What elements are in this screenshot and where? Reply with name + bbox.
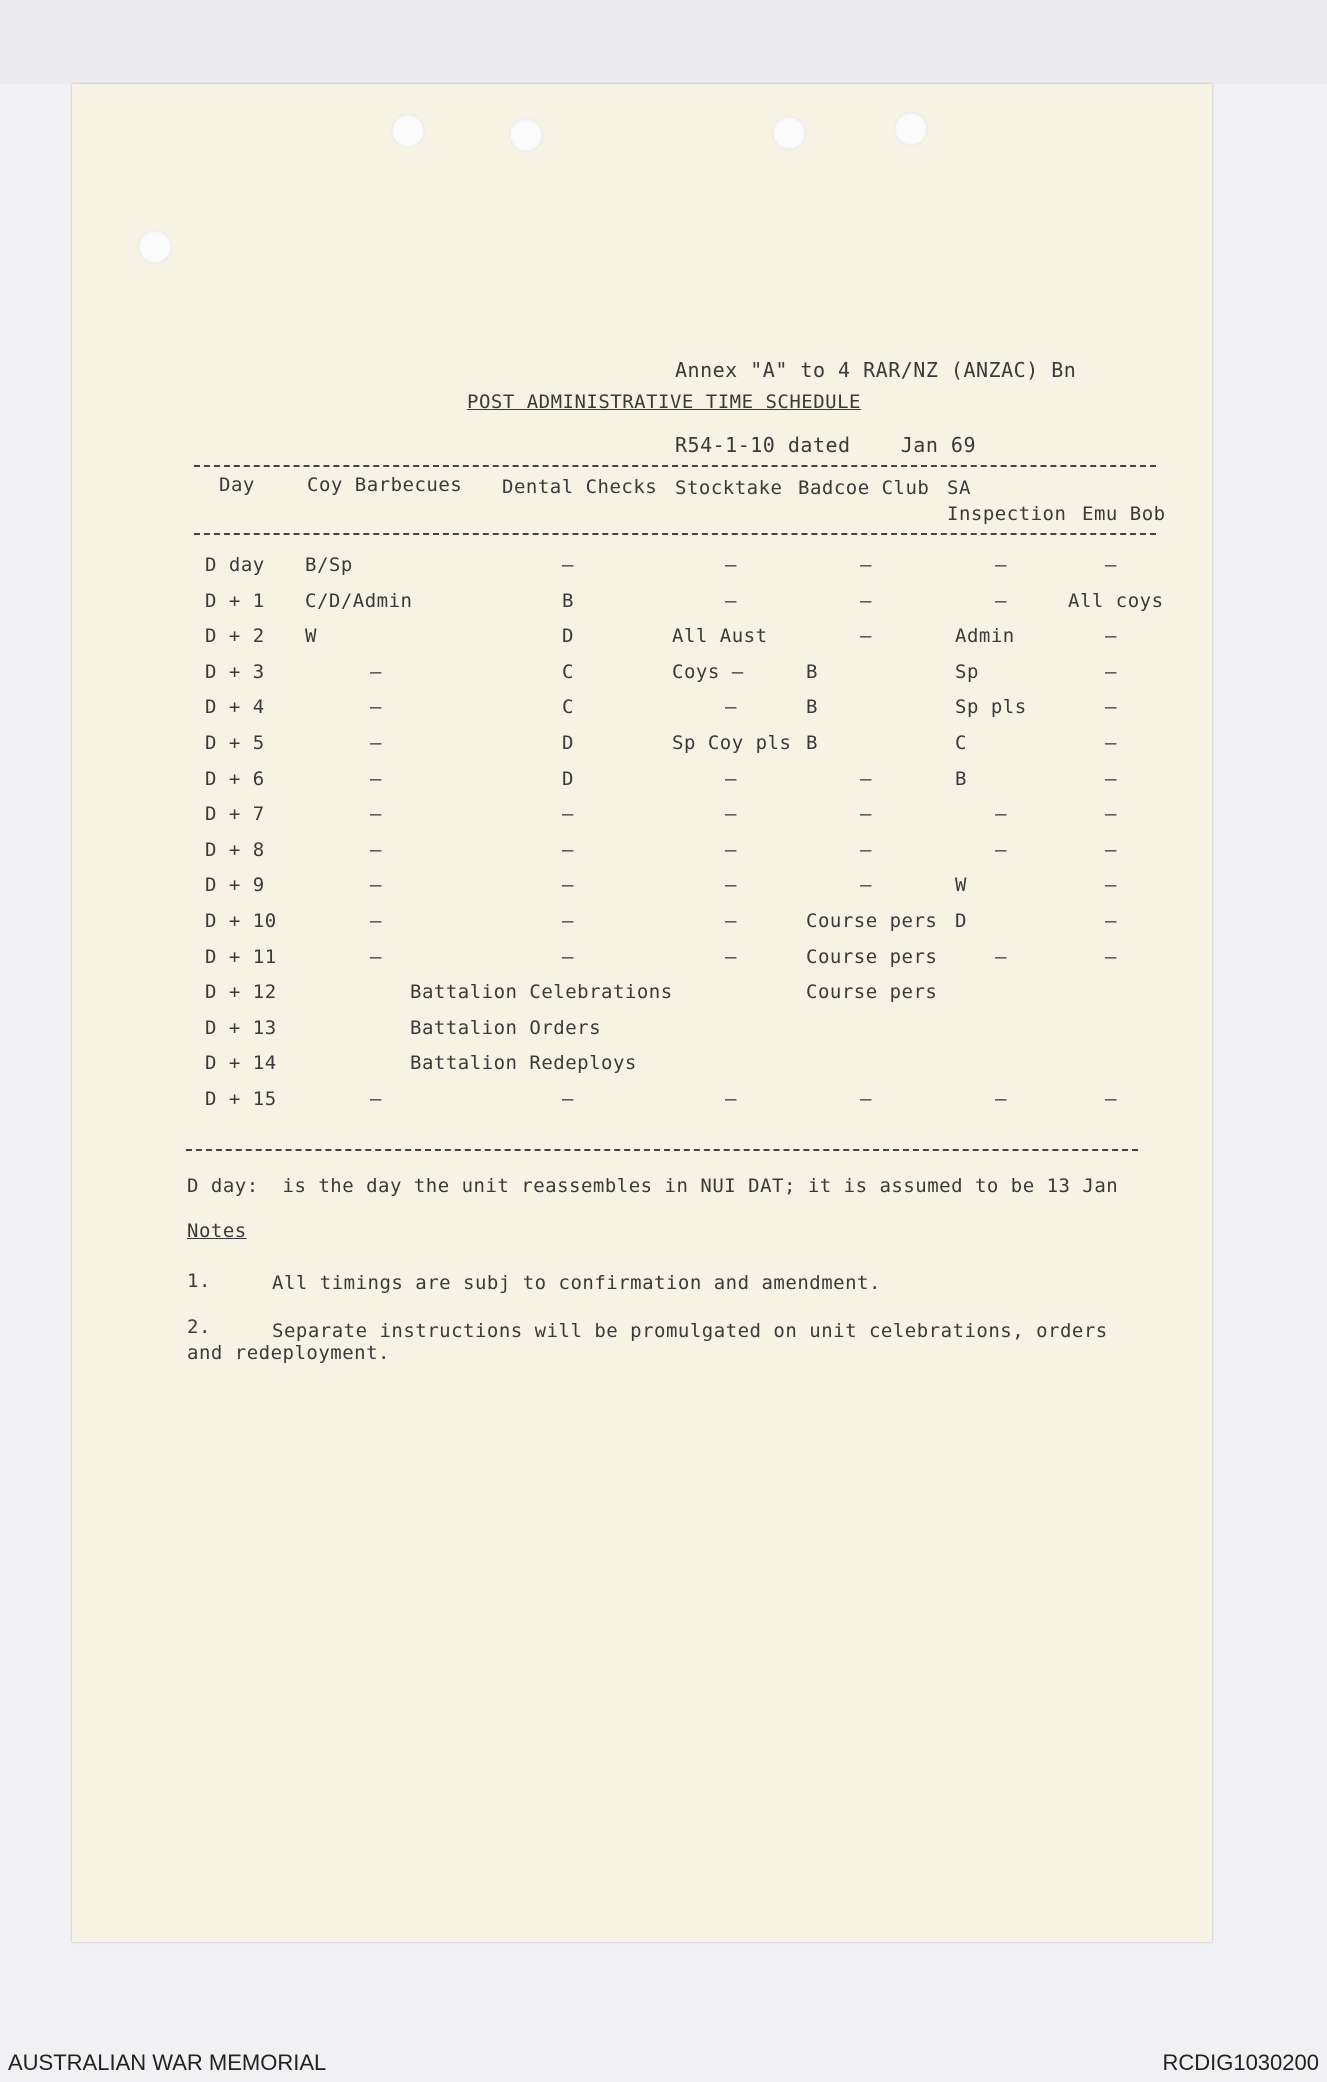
row-badcoe: – <box>860 839 872 861</box>
row-dental: D <box>562 768 574 790</box>
punch-hole <box>391 114 425 148</box>
row-stock: – <box>725 590 737 612</box>
row-badcoe: – <box>860 874 872 896</box>
row-emu: – <box>1105 696 1117 718</box>
row-emu: – <box>1105 732 1117 754</box>
row-coy: – <box>370 874 382 896</box>
row-day: D + 4 <box>205 696 265 718</box>
annex-line-2: R54-1-10 dated Jan 69 <box>675 433 976 457</box>
row-stock: All Aust <box>672 625 768 647</box>
row-emu: – <box>1105 1088 1117 1110</box>
row-inspection: – <box>995 839 1007 861</box>
note-2-text: Separate instructions will be promulgated on unit celebrations, orders <box>272 1320 1108 1342</box>
note-2-continuation: and redeployment. <box>187 1342 390 1364</box>
header-day: Day <box>219 474 255 496</box>
row-inspection: – <box>995 946 1007 968</box>
row-emu: All coys <box>1068 590 1164 612</box>
row-badcoe: – <box>860 590 872 612</box>
header-coy-barbecues: Coy Barbecues <box>307 474 463 496</box>
row-day: D + 15 <box>205 1088 277 1110</box>
row-badcoe: – <box>860 768 872 790</box>
row-day: D + 5 <box>205 732 265 754</box>
row-inspection: Sp <box>955 661 979 683</box>
row-emu: – <box>1105 946 1117 968</box>
header-dental-checks: Dental Checks <box>502 476 658 498</box>
row-inspection: – <box>995 1088 1007 1110</box>
row-inspection: W <box>955 874 967 896</box>
row-coy: – <box>370 768 382 790</box>
table-top-rule <box>194 465 1156 467</box>
header-emu: Emu Bob <box>1082 503 1166 525</box>
page-title: POST ADMINISTRATIVE TIME SCHEDULE <box>467 391 861 413</box>
row-day: D + 14 <box>205 1052 277 1074</box>
row-dental: B <box>562 590 574 612</box>
row-emu: – <box>1105 839 1117 861</box>
row-badcoe: – <box>860 803 872 825</box>
row-inspection: D <box>955 910 967 932</box>
row-coy: – <box>370 839 382 861</box>
row-coy: – <box>370 910 382 932</box>
header-sa: SA <box>947 477 971 499</box>
row-badcoe: B <box>806 732 818 754</box>
row-dental: – <box>562 803 574 825</box>
punch-hole <box>894 112 928 146</box>
row-badcoe: B <box>806 696 818 718</box>
row-badcoe: – <box>860 1088 872 1110</box>
annex-line-1: Annex "A" to 4 RAR/NZ (ANZAC) Bn <box>675 358 1077 382</box>
row-coy: C/D/Admin <box>305 590 413 612</box>
note-2-number: 2. <box>187 1316 211 1338</box>
row-inspection: – <box>995 590 1007 612</box>
row-span-event: Battalion Orders <box>410 1017 602 1039</box>
row-emu: – <box>1105 803 1117 825</box>
row-inspection: Sp pls <box>955 696 1027 718</box>
row-dental: C <box>562 661 574 683</box>
row-badcoe: B <box>806 661 818 683</box>
row-coy: – <box>370 803 382 825</box>
row-emu: – <box>1105 910 1117 932</box>
row-coy: B/Sp <box>305 554 353 576</box>
note-1-number: 1. <box>187 1270 211 1292</box>
row-inspection: – <box>995 554 1007 576</box>
row-day: D + 9 <box>205 874 265 896</box>
row-day: D + 7 <box>205 803 265 825</box>
row-inspection: B <box>955 768 967 790</box>
row-emu: – <box>1105 554 1117 576</box>
row-day: D + 6 <box>205 768 265 790</box>
row-span-event: Battalion Celebrations <box>410 981 673 1003</box>
row-inspection: C <box>955 732 967 754</box>
note-1-text: All timings are subj to confirmation and amendment. <box>272 1272 881 1294</box>
punch-hole <box>509 118 543 152</box>
row-stock: Sp Coy pls <box>672 732 792 754</box>
row-inspection: Admin <box>955 625 1015 647</box>
row-dental: C <box>562 696 574 718</box>
row-emu: – <box>1105 874 1117 896</box>
row-emu: – <box>1105 625 1117 647</box>
row-span-event: Battalion Redeploys <box>410 1052 637 1074</box>
row-day: D + 10 <box>205 910 277 932</box>
row-dental: – <box>562 554 574 576</box>
row-badcoe: Course pers <box>806 910 938 932</box>
row-stock: – <box>725 554 737 576</box>
row-dental: – <box>562 910 574 932</box>
row-stock: – <box>725 874 737 896</box>
row-dental: – <box>562 1088 574 1110</box>
header-inspection: Inspection <box>947 503 1067 525</box>
row-stock: – <box>725 696 737 718</box>
row-coy: – <box>370 1088 382 1110</box>
punch-hole <box>138 230 172 264</box>
row-dental: D <box>562 625 574 647</box>
row-stock: – <box>725 1088 737 1110</box>
row-inspection: – <box>995 803 1007 825</box>
row-coy: – <box>370 946 382 968</box>
header-badcoe-club: Badcoe Club <box>798 477 930 499</box>
row-dental: – <box>562 839 574 861</box>
row-badcoe: – <box>860 625 872 647</box>
row-badcoe: Course pers <box>806 981 938 1003</box>
row-dental: D <box>562 732 574 754</box>
row-stock: Coys – <box>672 661 744 683</box>
notes-heading: Notes <box>187 1220 247 1242</box>
row-dental: – <box>562 946 574 968</box>
row-coy: – <box>370 696 382 718</box>
row-stock: – <box>725 946 737 968</box>
row-emu: – <box>1105 661 1117 683</box>
row-emu: – <box>1105 768 1117 790</box>
footer-source: AUSTRALIAN WAR MEMORIAL <box>8 2050 327 2075</box>
row-day: D + 8 <box>205 839 265 861</box>
row-coy: – <box>370 732 382 754</box>
row-stock: – <box>725 910 737 932</box>
row-coy: – <box>370 661 382 683</box>
row-badcoe: – <box>860 554 872 576</box>
row-badcoe: Course pers <box>806 946 938 968</box>
row-stock: – <box>725 803 737 825</box>
row-day: D + 1 <box>205 590 265 612</box>
row-day: D day <box>205 554 265 576</box>
d-day-note: D day: is the day the unit reassembles in NUI DAT; it is assumed to be 13 Jan <box>187 1175 1119 1197</box>
row-stock: – <box>725 768 737 790</box>
header-bottom-rule <box>194 533 1156 535</box>
row-stock: – <box>725 839 737 861</box>
table-bottom-rule <box>186 1149 1138 1151</box>
row-day: D + 3 <box>205 661 265 683</box>
row-day: D + 13 <box>205 1017 277 1039</box>
footer-id: RCDIG1030200 <box>1162 2050 1319 2075</box>
punch-hole <box>772 116 806 150</box>
row-day: D + 11 <box>205 946 277 968</box>
row-coy: W <box>305 625 317 647</box>
row-day: D + 2 <box>205 625 265 647</box>
row-day: D + 12 <box>205 981 277 1003</box>
row-dental: – <box>562 874 574 896</box>
scan-top-band <box>0 0 1327 84</box>
header-stocktake: Stocktake <box>675 477 783 499</box>
